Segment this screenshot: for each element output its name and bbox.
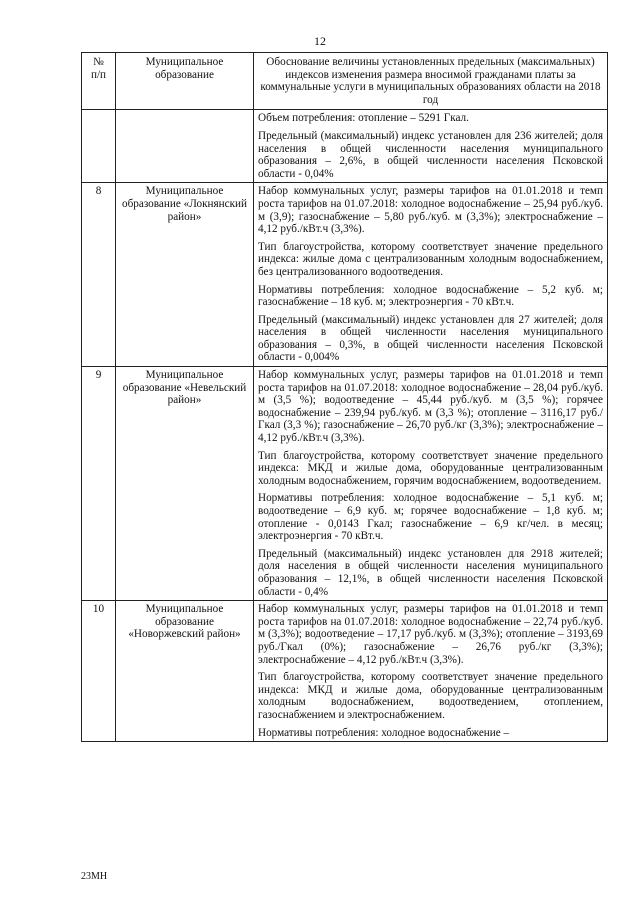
- row-number-cell: [82, 110, 116, 183]
- row-number-cell: [82, 183, 116, 367]
- header-number: [82, 53, 116, 110]
- justification-cell: [254, 110, 608, 183]
- table-row: [82, 110, 608, 183]
- table-row: [82, 367, 608, 601]
- header-municipality-label: Муниципальное образование: [145, 56, 224, 81]
- table-row: [82, 601, 608, 742]
- paragraph-tariffs: Набор коммунальных услуг, размеры тарифов на 01.01.2018 и темп роста тарифов на 01.07.2018: холодное водоснабжение – 25,94 руб./куб. м (3,9); газоснабжение – 5,80 руб./куб. м (3,3%); электроснабжение – 4,12 руб./кВт.ч (3,3%).: [258, 185, 603, 236]
- table-row: [82, 183, 608, 367]
- paragraph-amenity-type: Тип благоустройства, которому соответствует значение предельного индекса: МКД и жилые дома, оборудованные централизованным холодным водоснабжением, горячим водоснабжением, водоотведением.: [258, 449, 603, 487]
- paragraph-consumption-norms: Нормативы потребления: холодное водоснабжение –: [258, 726, 510, 739]
- justification-cell: [254, 183, 608, 367]
- row-number: 10: [92, 603, 105, 616]
- paragraph-amenity-type: Тип благоустройства, которому соответствует значение предельного индекса: жилые дома с централизованным холодным водоснабжением, без централизованного водоотведения.: [258, 240, 603, 278]
- paragraph-index-residents: Предельный (максимальный) индекс установлен для 2918 жителей; доля населения в общей численности населения муниципального образования – 12,1%, в общей численности населения Псковской области - 0,4%: [258, 547, 603, 598]
- header-justification: [254, 53, 608, 110]
- header-justification-label: Обоснование величины установленных предельных (максимальных) индексов изменения размера вносимой гражданами платы за коммунальные услуги в муниципальных образованиях области на 2018 год: [260, 56, 601, 106]
- paragraph-tariffs: Набор коммунальных услуг, размеры тарифов на 01.01.2018 и темп роста тарифов на 01.07.2018: холодное водоснабжение – 22,74 руб./куб. м (3,3%); водоотведение – 17,17 руб./куб. м (3,3%); отопление – 3193,69 руб./Гкал (0%); газоснабжение – 26,76 руб./кг (3,3%); электроснабжение – 4,12 руб./кВт.ч (3,3%).: [258, 603, 603, 666]
- justification-cell: [254, 601, 608, 742]
- page-number: 12: [314, 34, 326, 48]
- header-municipality: [116, 53, 254, 110]
- paragraph-consumption-norms: Нормативы потребления: холодное водоснабжение – 5,2 куб. м; газоснабжение – 18 куб. м; электроэнергия - 70 кВт.ч.: [258, 283, 603, 309]
- municipality-cell: [116, 601, 254, 742]
- footer-document-code: 23МН: [81, 871, 108, 882]
- row-number-cell: [82, 367, 116, 601]
- justification-cell: [254, 367, 608, 601]
- municipality-name: Муниципальное образование «Новоржевский район»: [128, 603, 241, 641]
- paragraph-index-residents: Предельный (максимальный) индекс установлен для 236 жителей; доля населения в общей численности населения муниципального образования – 2,6%, в общей численности населения Псковской области - 0,04%: [258, 129, 603, 180]
- tariff-justification-table: [81, 52, 608, 742]
- header-number-label: № п/п: [90, 56, 107, 81]
- paragraph-tariffs: Набор коммунальных услуг, размеры тарифов на 01.01.2018 и темп роста тарифов на 01.07.2018: холодное водоснабжение – 28,04 руб./куб. м (3,5 %); водоотведение – 45,44 руб./куб. м (3,5 %); горячее водоснабжение – 239,94 руб./куб. м (3,3 %); отопление – 3116,17 руб./Гкал (3,3 %); газоснабжение – 26,70 руб./кг (3,3%); электроснабжение – 4,12 руб./кВт.ч (3,3%).: [258, 369, 603, 445]
- municipality-cell: [116, 367, 254, 601]
- row-number: 9: [95, 369, 102, 382]
- table-header-row: [82, 53, 608, 110]
- row-number-cell: [82, 601, 116, 742]
- paragraph-consumption-norms: Нормативы потребления: холодное водоснабжение – 5,1 куб. м; водоотведение – 6,9 куб. м; горячее водоснабжение – 1,8 куб. м; отопление - 0,0143 Гкал; газоснабжение – 6,9 кг/чел. в месяц; электроэнергия - 70 кВт.ч.: [258, 492, 603, 543]
- municipality-name: Муниципальное образование «Невельский район»: [122, 369, 247, 407]
- row-number: 8: [95, 185, 102, 198]
- paragraph-index-residents: Предельный (максимальный) индекс установлен для 27 жителей; доля населения в общей численности населения муниципального образования – 0,3%, в общей численности населения Псковской области - 0,004%: [258, 313, 603, 364]
- municipality-name: Муниципальное образование «Локнянский район»: [121, 185, 248, 223]
- paragraph-amenity-type: Тип благоустройства, которому соответствует значение предельного индекса: МКД и жилые дома, оборудованные централизованным холодным водоснабжением, водоотведением, отоплением, газоснабжением и электроснабжением.: [258, 671, 603, 721]
- municipality-cell: [116, 183, 254, 367]
- paragraph-consumption-volume: Объем потребления: отопление – 5291 Гкал.: [258, 112, 469, 125]
- municipality-cell: [116, 110, 254, 183]
